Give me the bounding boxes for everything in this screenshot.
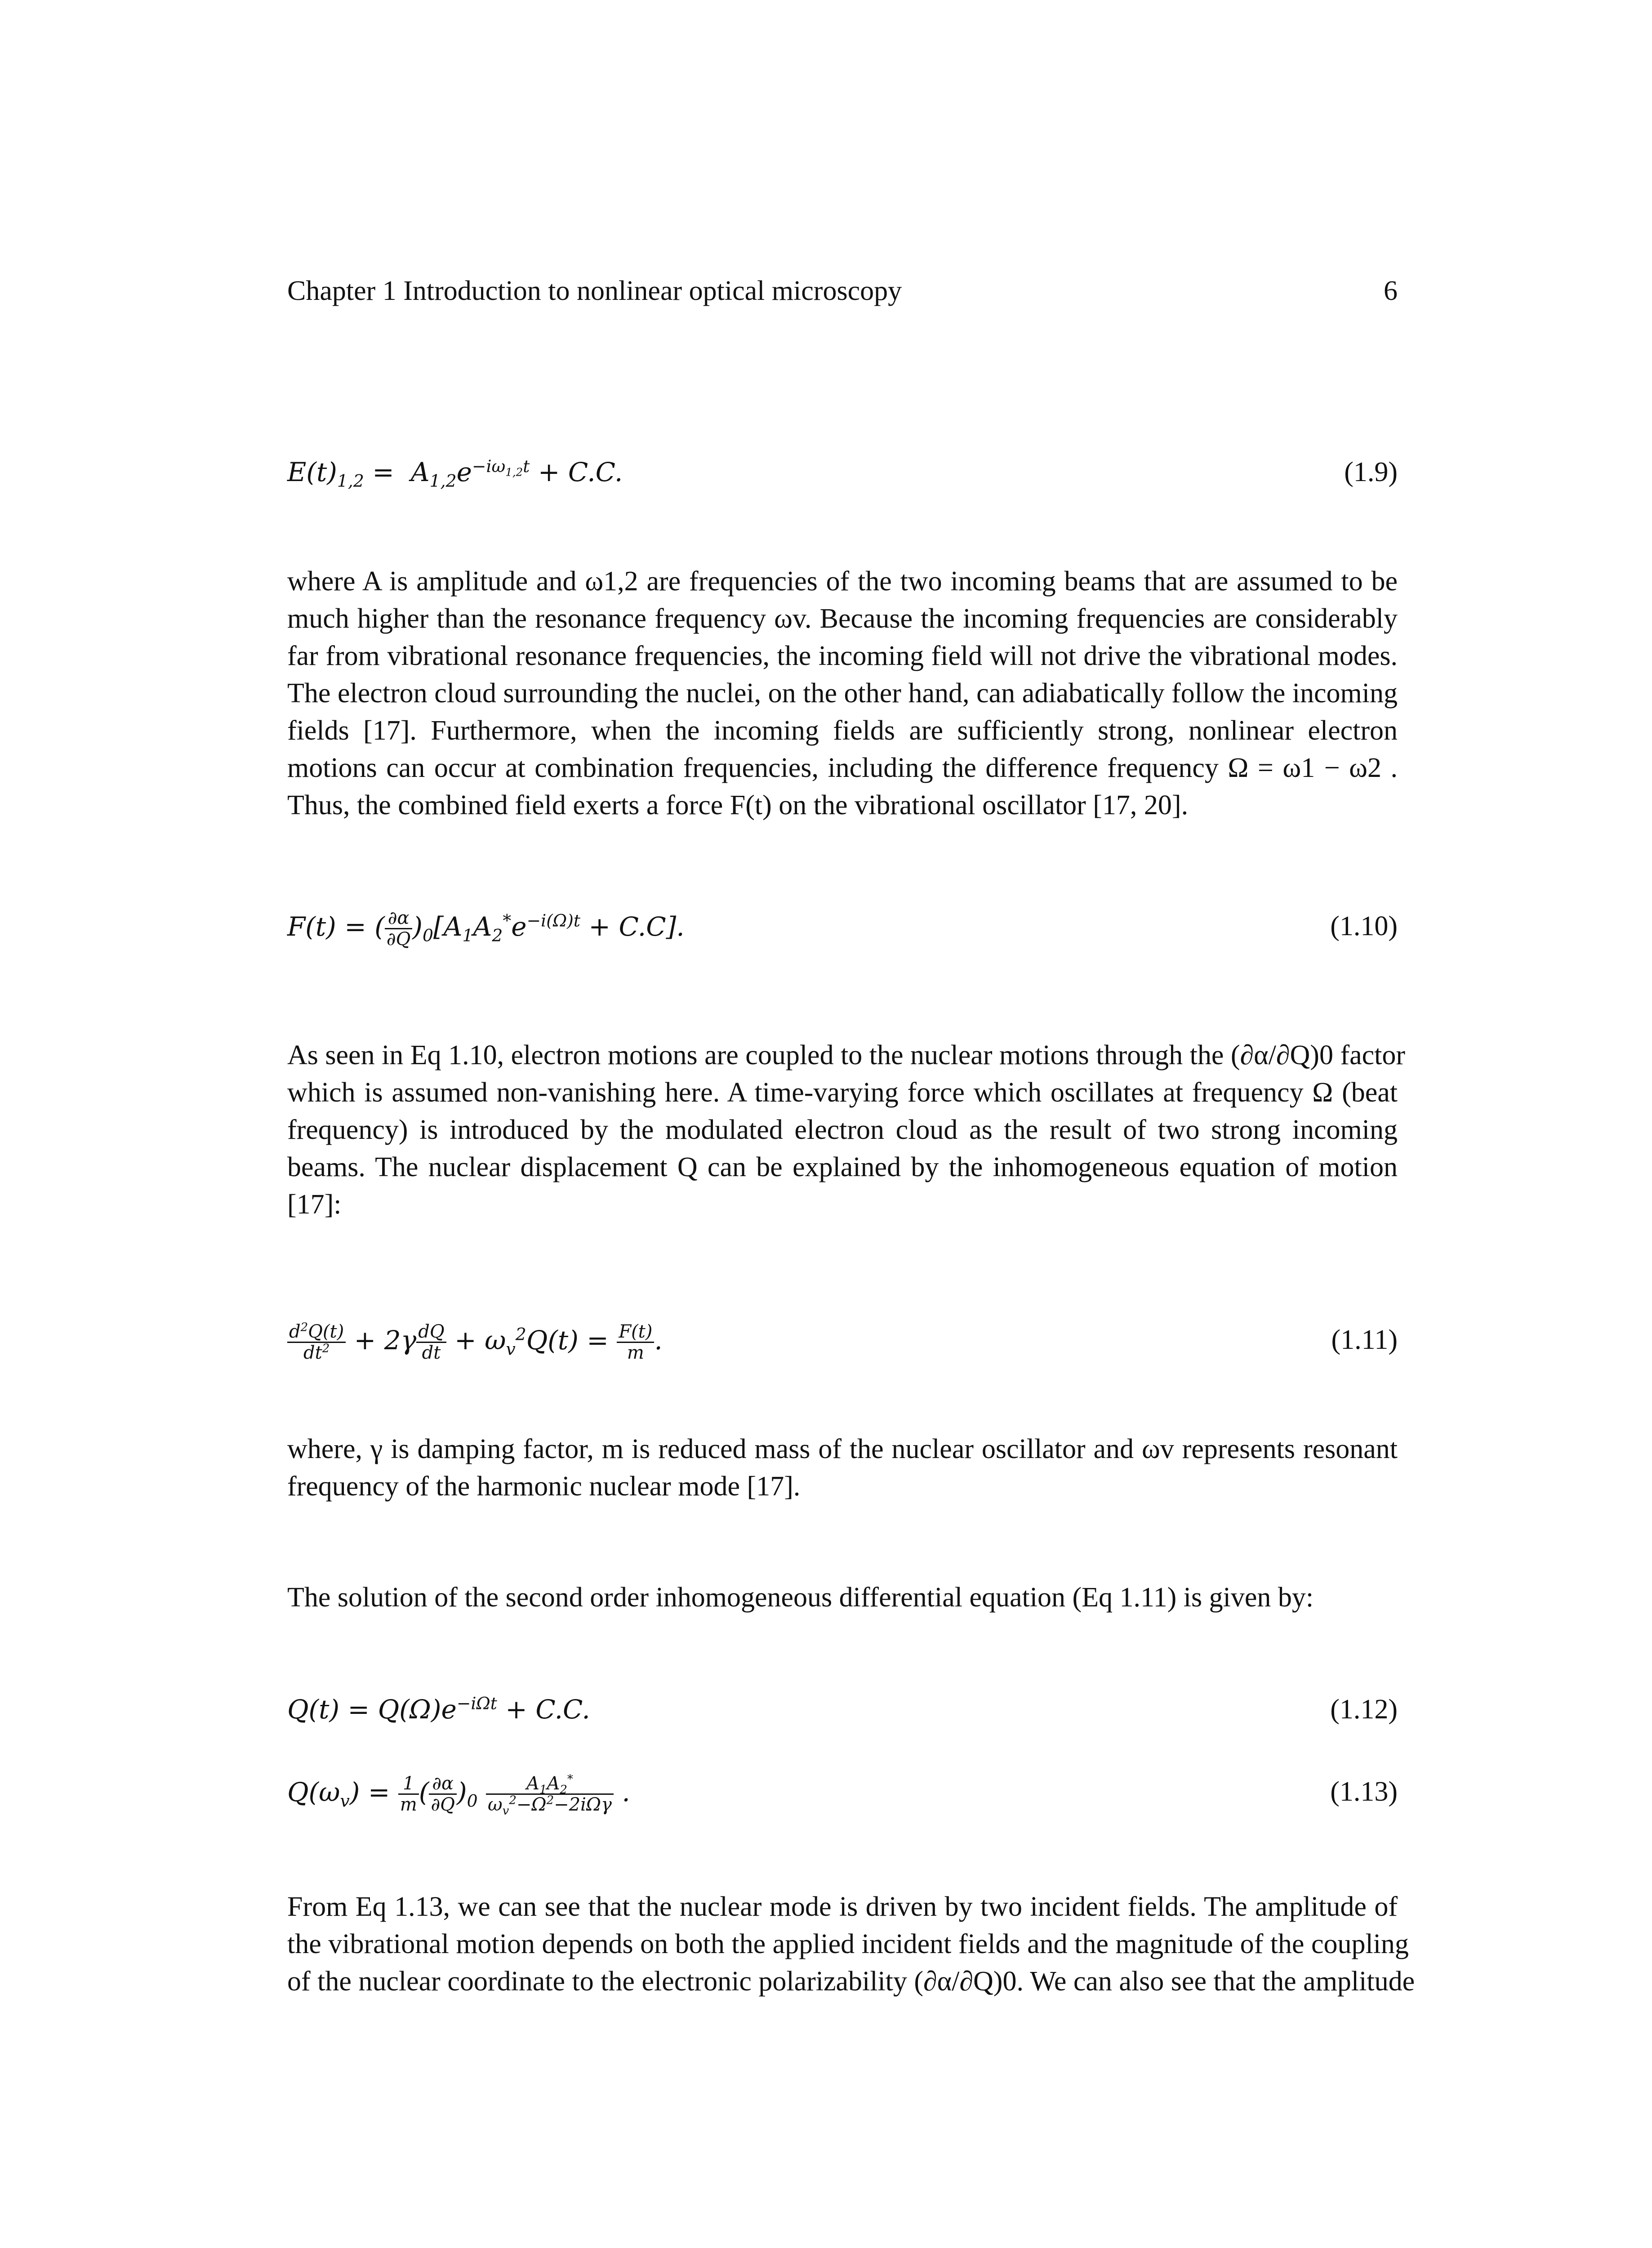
equation-1-12-body: $Q(t) = Q(\Omega)e^{-i\Omega t} + C.C$. [287,1693,590,1725]
text-line: frequency) is introduced by the modulated electron cloud as the result of two strong incoming [287,1115,1398,1145]
paragraph-4 [287,1579,1398,1616]
paragraph-5 [287,1888,1415,2000]
equation-1-9 [287,454,1398,490]
text-line: [17]: [287,1189,342,1220]
text-line: where A is amplitude and ω1,2 are frequencies of the two incoming beams that are assumed to be [287,566,1398,597]
equation-number: (1.11) [1331,1325,1398,1355]
paragraph-1 [287,563,1398,824]
text-line: far from vibrational resonance frequencies, the incoming field will not drive the vibrational modes. [287,641,1398,671]
text-line: much higher than the resonance frequency ωv. Because the incoming frequencies are considerably [287,603,1398,634]
equation-1-10 [287,908,1398,949]
text-line: frequency of the harmonic nuclear mode [17]. [287,1471,801,1502]
equation-1-10-body: F(t) = ( $\frac{\partial\alpha}{\partial Q}$ )$_0[A_1A_2^*e^{-i(\Omega)t} + C.C]$. [287,908,685,950]
text-line: The solution of the second order inhomogeneous differential equation (Eq 1.11) is given by: [287,1582,1314,1613]
text-line: where, γ is damping factor, m is reduced mass of the nuclear oscillator and ωv represents resonant [287,1434,1398,1464]
equation-number: (1.13) [1330,1776,1398,1807]
text-line: the vibrational motion depends on both the applied incident fields and the magnitude of the coupling [287,1929,1409,1959]
text-line: which is assumed non-vanishing here. A time-varying force which oscillates at frequency Ω (beat [287,1077,1398,1108]
page-number: 6 [1384,276,1398,306]
paragraph-2 [287,1037,1405,1223]
text-line: As seen in Eq 1.10, electron motions are coupled to the nuclear motions through the (∂α/∂Q)0 factor [287,1040,1405,1070]
text-line: Thus, the combined field exerts a force F(t) on the vibrational oscillator [17, 20]. [287,790,1189,821]
text-line: The electron cloud surrounding the nuclei, on the other hand, can adiabatically follow the incoming [287,678,1398,709]
equation-number: (1.12) [1330,1694,1398,1725]
equation-1-13-body: $Q(\omega_v)$ = $\frac{1}{m}$ ( $\frac{\partial\alpha}{\partial Q}$ )$_0$ $\frac{A_1A_2^*}{\omega_v^2-\Omega^2-2i\Omega\gamma}$ . [287,1772,630,1818]
text-line: From Eq 1.13, we can see that the nuclear mode is driven by two incident fields. The amplitude of [287,1891,1398,1922]
equation-1-11 [287,1322,1398,1363]
text-line: motions can occur at combination frequencies, including the difference frequency Ω = ω1 − ω2 . [287,753,1398,783]
equation-1-13 [287,1772,1398,1818]
equation-1-9-body: $E(t)_{1,2} = A_{1,2}e^{-i\omega_{1,2}t} + C.C$. [287,456,623,491]
running-header [287,273,1398,308]
equation-1-12 [287,1691,1398,1727]
text-line: fields [17]. Furthermore, when the incoming fields are sufficiently strong, nonlinear electron [287,715,1398,746]
chapter-title: Chapter 1 Introduction to nonlinear optical microscopy [287,276,902,306]
text-line: beams. The nuclear displacement Q can be explained by the inhomogeneous equation of motion [287,1152,1398,1182]
equation-number: (1.10) [1330,911,1398,941]
equation-number: (1.9) [1344,457,1398,487]
text-line: of the nuclear coordinate to the electronic polarizability (∂α/∂Q)0. We can also see that the amplitude [287,1966,1415,1997]
equation-1-11-body: $\frac{d^2Q(t)}{dt^2}$ + 2γ $\frac{dQ}{dt}$ + $\omega_v^2Q(t)$ = $\frac{F(t)}{m}$ . [287,1325,663,1356]
paragraph-3 [287,1431,1398,1505]
